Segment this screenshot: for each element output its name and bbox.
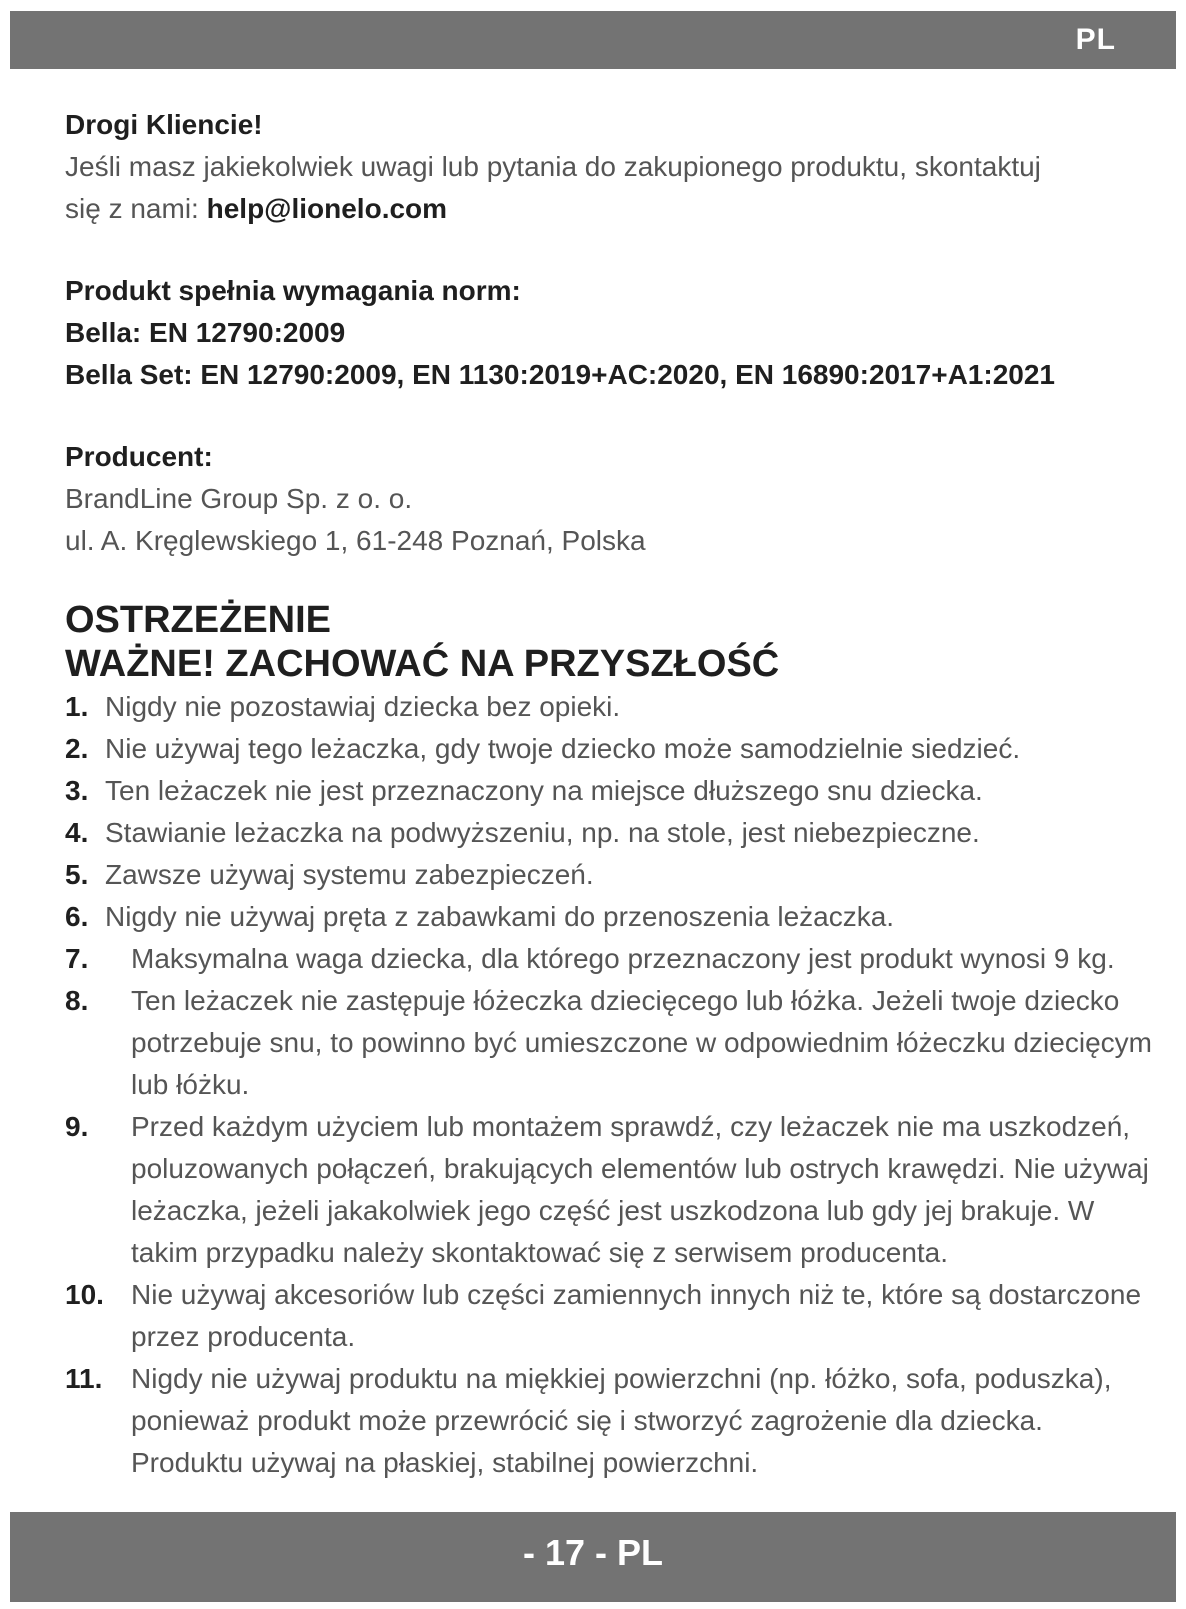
list-item [65, 686, 1155, 728]
list-item [65, 1274, 1155, 1358]
item-number: 4. [65, 817, 89, 848]
item-text: Ten leżaczek nie zastępuje łóżeczka dziecięcego lub łóżka. Jeżeli twoje dziecko potrzebuje snu, to powinno być umieszczone w odpowiednim łóżeczku dziecięcym lub łóżku. [131, 985, 1152, 1100]
item-number: 11. [65, 1363, 103, 1394]
list-item [65, 728, 1155, 770]
item-number: 5. [65, 859, 89, 890]
item-text: Stawianie leżaczka na podwyższeniu, np. na stole, jest niebezpieczne. [105, 817, 980, 848]
producer-name: BrandLine Group Sp. z o. o. [65, 483, 413, 514]
warning-list [65, 686, 1155, 1484]
norms-bella-set: Bella Set: EN 12790:2009, EN 1130:2019+AC:2020, EN 16890:2017+A1:2021 [65, 359, 1055, 390]
item-text: Nigdy nie używaj produktu na miękkiej powierzchni (np. łóżko, sofa, poduszka), ponieważ produkt może przewrócić się i stworzyć zagrożenie dla dziecka. Produktu używaj na płaskiej, stabilnej powierzchni. [131, 1363, 1112, 1478]
list-item [65, 770, 1155, 812]
contact-line-2 [65, 188, 1155, 230]
warning-subtitle: WAŻNE! ZACHOWAĆ NA PRZYSZŁOŚĆ [65, 643, 780, 685]
page-number: - 17 - PL [522, 1532, 664, 1573]
item-text: Przed każdym użyciem lub montażem sprawdź, czy leżaczek nie ma uszkodzeń, poluzowanych połączeń, brakujących elementów lub ostrych krawędzi. Nie używaj leżaczka, jeżeli jakakolwiek jego część jest uszkodzona lub gdy jej brakuje. W takim przypadku należy skontaktować się z serwisem producenta. [131, 1111, 1149, 1268]
item-number: 9. [65, 1111, 89, 1142]
item-number: 7. [65, 943, 89, 974]
item-number: 6. [65, 901, 89, 932]
item-text: Nie używaj tego leżaczka, gdy twoje dziecko może samodzielnie siedzieć. [105, 733, 1021, 764]
list-item [65, 1106, 1155, 1274]
producer-address: ul. A. Kręglewskiego 1, 61-248 Poznań, Polska [65, 525, 646, 556]
item-text: Nigdy nie pozostawiaj dziecka bez opieki. [105, 691, 621, 722]
greeting: Drogi Kliencie! [65, 109, 263, 140]
item-text: Maksymalna waga dziecka, dla którego przeznaczony jest produkt wynosi 9 kg. [131, 943, 1115, 974]
list-item [65, 1358, 1155, 1484]
list-item [65, 854, 1155, 896]
producer-title: Producent: [65, 441, 213, 472]
header-bar [10, 11, 1176, 69]
item-text: Nigdy nie używaj pręta z zabawkami do przenoszenia leżaczka. [105, 901, 895, 932]
item-text: Ten leżaczek nie jest przeznaczony na miejsce dłuższego snu dziecka. [105, 775, 983, 806]
list-item [65, 938, 1155, 980]
item-number: 1. [65, 691, 89, 722]
list-item [65, 896, 1155, 938]
item-number: 10. [65, 1279, 104, 1310]
contact-line-1: Jeśli masz jakiekolwiek uwagi lub pytania do zakupionego produktu, skontaktuj [65, 151, 1041, 182]
list-item [65, 812, 1155, 854]
item-text: Nie używaj akcesoriów lub części zamiennych innych niż te, które są dostarczone przez producenta. [131, 1279, 1142, 1352]
language-label: PL [1075, 23, 1116, 56]
item-number: 3. [65, 775, 89, 806]
item-number: 2. [65, 733, 89, 764]
list-item [65, 980, 1155, 1106]
item-number: 8. [65, 985, 89, 1016]
contact-email[interactable]: help@lionelo.com [206, 193, 448, 224]
norms-title: Produkt spełnia wymagania norm: [65, 275, 521, 306]
warning-title: OSTRZEŻENIE [65, 599, 332, 641]
contact-prefix: się z nami: [65, 193, 207, 224]
norms-bella: Bella: EN 12790:2009 [65, 317, 346, 348]
footer-bar [10, 1512, 1176, 1602]
item-text: Zawsze używaj systemu zabezpieczeń. [105, 859, 594, 890]
page-content [65, 104, 1155, 1484]
